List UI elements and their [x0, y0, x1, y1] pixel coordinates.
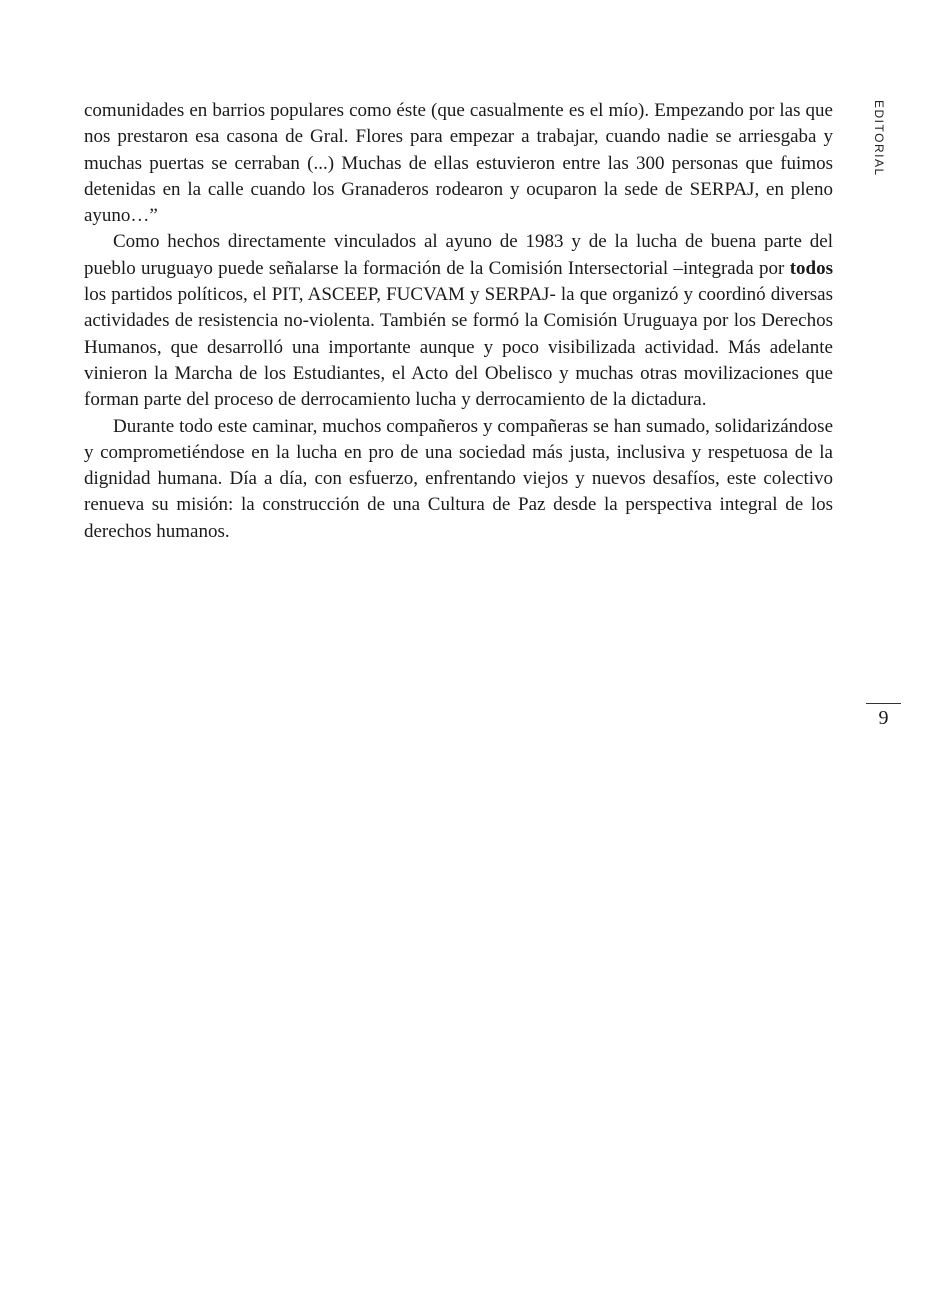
paragraph-2-text-end: los partidos políticos, el PIT, ASCEEP, FUCVAM y SERPAJ- la que organizó y coordinó diversas actividades de resistencia no-violenta. También se formó la Comisión Uruguaya por los Derechos Humanos, que desarrolló una importante aunque y poco visibilizada actividad. Más adelante vinieron la Marcha de los Estudiantes, el Acto del Obelisco y muchas otras movilizaciones que forman parte del proceso de derrocamiento lucha y derrocamiento de la dictadura.: [84, 284, 833, 411]
page-number: 9: [878, 707, 889, 729]
paragraph-2-text-start: Como hechos directamente vinculados al ayuno de 1983 y de la lucha de buena parte del pueblo uruguayo puede señalarse la formación de la Comisión Intersectorial –integrada por: [84, 231, 833, 279]
section-label: EDITORIAL: [872, 100, 886, 177]
paragraph-2-emphasis: todos: [789, 257, 833, 279]
page-number-rule: [866, 703, 901, 704]
paragraph-1: comunidades en barrios populares como éste (que casualmente es el mío). Empezando por las que nos prestaron esa casona de Gral. Flores para empezar a trabajar, cuando nadie se arriesgaba y muchas puertas se cerraban (...) Muchas de ellas estuvieron entre las 300 personas que fuimos detenidas en la calle cuando los Granaderos rodearon y ocuparon la sede de SERPAJ, en pleno ayuno…”: [84, 100, 833, 227]
body-text: [84, 98, 833, 545]
paragraph-2: [84, 229, 833, 413]
paragraph-3: Durante todo este caminar, muchos compañeros y compañeras se han sumado, solidarizándose y comprometiéndose en la lucha en pro de una sociedad más justa, inclusiva y respetuosa de la dignidad humana. Día a día, con esfuerzo, enfrentando viejos y nuevos desafíos, este colectivo renueva su misión: la construcción de una Cultura de Paz desde la perspectiva integral de los derechos humanos.: [84, 415, 833, 542]
